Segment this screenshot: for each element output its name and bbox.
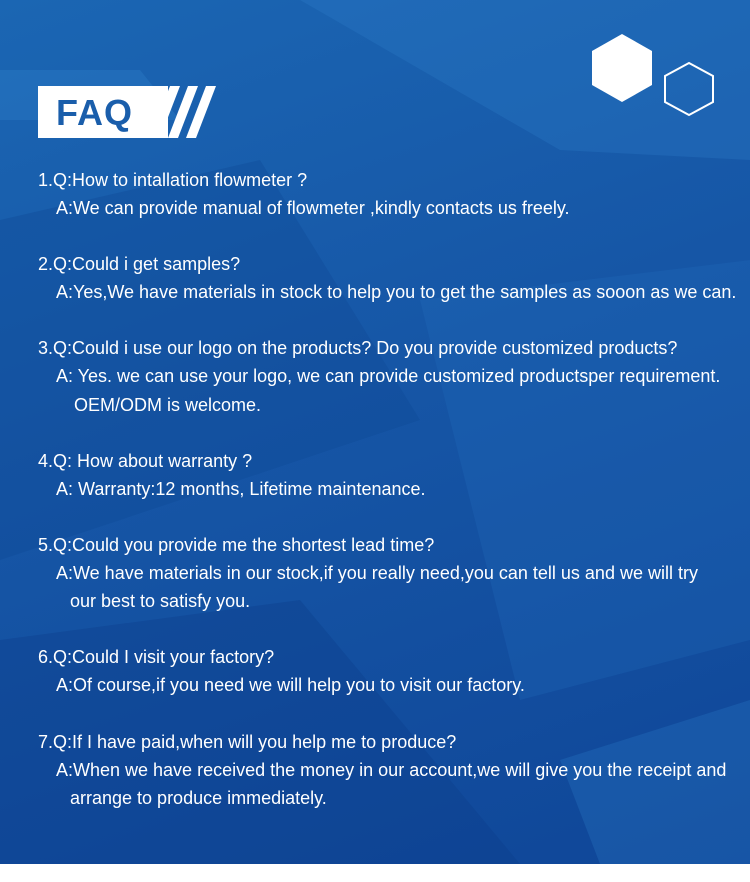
faq-question: 6.Q:Could I visit your factory? [38, 647, 275, 667]
faq-question: 4.Q: How about warranty ? [38, 451, 253, 471]
title-stripes-decoration [150, 86, 230, 138]
hexagon-outline-icon [660, 60, 718, 118]
faq-answer: A:Yes,We have materials in stock to help you to get the samples as sooon as we can. [56, 282, 737, 302]
faq-question: 3.Q:Could i use our logo on the products? Do you provide customized products? [38, 338, 678, 358]
hexagon-solid-icon [586, 32, 658, 104]
faq-answer: A:We have materials in our stock,if you really need,you can tell us and we will try [56, 563, 698, 583]
faq-answer: A:We can provide manual of flowmeter ,kindly contacts us freely. [56, 198, 570, 218]
faq-question: 7.Q:If I have paid,when will you help me to produce? [38, 732, 457, 752]
faq-answer: A: Warranty:12 months, Lifetime maintenance. [56, 479, 426, 499]
faq-answer-continued: OEM/ODM is welcome. [74, 395, 262, 415]
faq-question: 5.Q:Could you provide me the shortest lead time? [38, 535, 435, 555]
page-title: FAQ [56, 92, 134, 133]
faq-answer: A:Of course,if you need we will help you to visit our factory. [56, 675, 525, 695]
faq-answer-continued: arrange to produce immediately. [70, 788, 327, 808]
faq-answer: A: Yes. we can use your logo, we can provide customized productsper requirement. [56, 366, 721, 386]
faq-answer: A:When we have received the money in our account,we will give you the receipt and [56, 760, 727, 780]
faq-answer-continued: our best to satisfy you. [70, 591, 251, 611]
footer-strip [0, 864, 750, 882]
faq-question: 2.Q:Could i get samples? [38, 254, 241, 274]
faq-question: 1.Q:How to intallation flowmeter ? [38, 170, 308, 190]
